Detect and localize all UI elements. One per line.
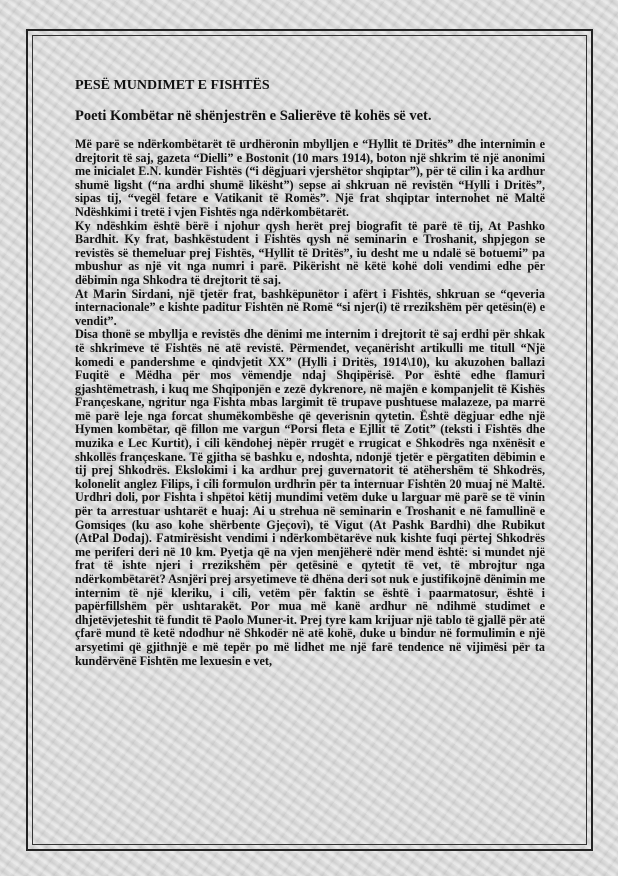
document-title: PESË MUNDIMET E FISHTËS xyxy=(75,78,270,93)
paragraph: At Marin Sirdani, një tjetër frat, bashkëpunëtor i afërt i Fishtës, shkruan se “qeveria internacionale” e kishte paditur Fishtën në Romë “si njer(i) të rrezikshëm për qetësin(ë) e vendit”. xyxy=(75,286,545,328)
paragraph: Disa thonë se mbyllja e revistës dhe dënimi me internim i drejtorit të saj erdhi për shkak të shkrimeve të Fishtës në atë revistë. Përmendet, veçanërisht artikulli me titull “Një komedi e pandershme e qindvjetit XX” (Hylli i Dritës, 1914\10), ku akuzohen ballazi Fuqitë e Mëdha për mos vëmendje ndaj Shqipërisë. Por është edhe flamuri gjashtëmetrash, i kuq me Shqiponjën e zezë dykrenore, në majën e kompanjelit të Kishës Françeskane, ngritur nga Fishta mbas largimit të trupave pushtuese malazeze, pa marrë më parë leje nga forcat shumëkombëshe që qeverisnin qytetin. Është dëgjuar edhe një Hymen kombëtar, që fillon me vargun “Porsi fleta e Ejllit të Zotit” (teksti i Fishtës dhe muzika e Lec Kurtit), i cili këndohej nëpër rrugët e rrugicat e Shkodrës nga nxënësit e shkollës françeskane. Të gjitha së bashku e, ndoshta, ndonjë tjetër e përgatiten dëbimin e tij prej Shkodrës. Ekslokimi i ka ardhur prej guvernatorit të atëhershëm të Shkodrës, kolonelit anglez Filips, i cili formulon urdhrin për ta internuar Fishtën 20 muaj në Maltë. Urdhri doli, por Fishta i shpëtoi këtij mundimi vetëm duke u larguar më parë se të vinin për ta arrestuar ushtarët e huaj: Ai u strehua në seminarin e Troshanit e në famullinë e Gomsiqes (ku aso kohe shërbente Gjeçovi), të Vigut (At Pashk Bardhi) dhe Rubikut (AtPal Dodaj). Fatmirësisht vendimi i ndërkombëtarëve nuk kishte fuqi përtej Shkodrës me periferi deri në 10 km. Pyetja që na vjen menjëherë ndër mend është: si mundet një frat të ishte njeri i rrezikshëm për qetësinë e qytetit të vet, të mbrojtur nga ndërkombëtarët? Asnjëri prej arsyetimeve të dhëna deri sot nuk e justifikojnë dënimin me internim të një kleriku, i cili, vetëm për faktin se është i paarmatosur, është i papërfillshëm për ushtarakët. Por mua më kanë ardhur në ndihmë studimet e dhjetëvjeteshit të fundit të Paolo Muner-it. Prej tyre kam krijuar një tablo të gjallë për atë çfarë mund të ketë ndodhur në Shkodër në atë kohë, duke u bindur në formulimin e një arsyetimi që gjithnjë e më tepër po më lidhet me një farë tendence në vijimësi për ta kundërvënë Fishtën me lexuesin e vet, xyxy=(75,327,545,668)
paragraph: Ky ndëshkim është bërë i njohur qysh herët prej biografit të parë të tij, At Pashko Bardhit. Ky frat, bashkëstudent i Fishtës qysh në seminarin e Troshanit, shpjegon se revistës së themeluar prej Fishtës, “Hyllit të Dritës”, iu desht me u ndalë së botuemi” pa mbushur as një vit nga numri i parë. Pikërisht në këtë kohë doli vendimi edhe për dëbimin nga Shkodra të drejtorit të saj. xyxy=(75,218,545,287)
document-subtitle: Poeti Kombëtar në shënjestrën e Salierëve të kohës së vet. xyxy=(75,108,432,124)
document-body xyxy=(75,78,545,668)
paragraph: Më parë se ndërkombëtarët të urdhëronin mbylljen e “Hyllit të Dritës” dhe internimin e drejtorit të saj, gazeta “Dielli” e Bostonit (10 mars 1914), boton një shkrim të një anonimi me inicialet E.N. kundër Fishtës (“i dëgjuari vjershëtor shqiptar”), për të cilin i ka ardhur shumë ligsht (“na ardhi shumë likësht”) sepse ai shkruan në revistën “Hylli i Dritës”, sipas tij, “vegël fetare e Vatikanit të Romës”. Një frat shqiptar internohet në Maltë Ndëshkimi i tretë i vjen Fishtës nga ndërkombëtarët. xyxy=(75,137,545,219)
